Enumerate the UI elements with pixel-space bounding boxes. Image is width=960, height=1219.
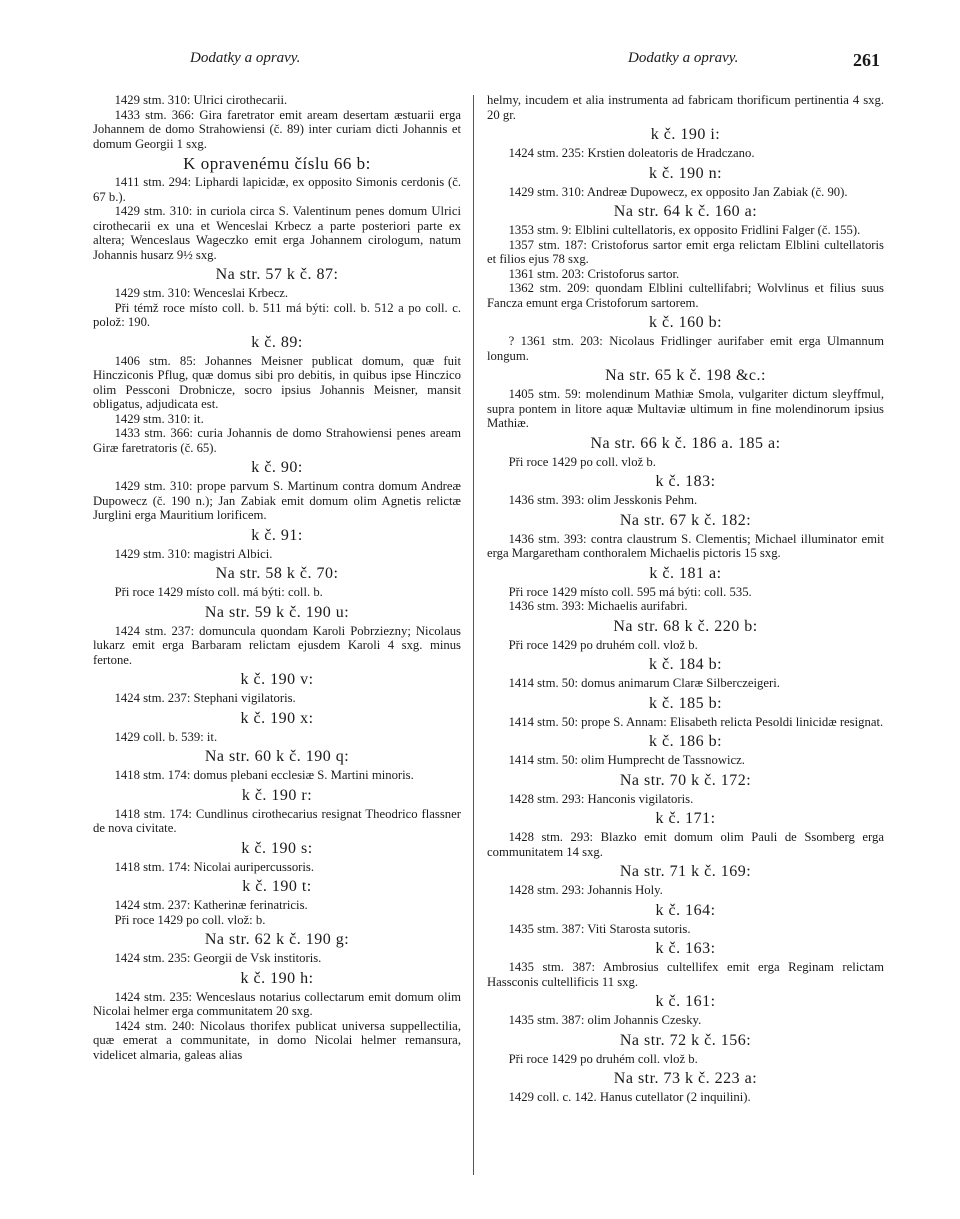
entry-paragraph: 1406 stm. 85: Johannes Meisner publicat domum, quæ fuit Hincziconis Pflug, quæ domus sibi pro debitis, in quibus ipse Hinczico olim Pessconi Drobnicze, socro ipsius Johannis Meisner, mansit obligatus, adjudicata est. <box>93 353 461 411</box>
section-heading: Na str. 59 k č. 190 u: <box>204 603 350 621</box>
section-heading: Na str. 73 k č. 223 a: <box>613 1070 758 1087</box>
entry-paragraph: 1429 coll. c. 142. Hanus cutellator (2 inquilini). <box>508 1090 751 1104</box>
entry-paragraph: 1429 stm. 310: prope parvum S. Martinum contra domum Andreæ Dupowecz (č. 190 n.); Jan Zabiak emit domum olim Agnetis relictæ Jurglini erga Mauritium lorificem. <box>93 479 461 522</box>
section-heading: k č. 190 v: <box>240 671 314 688</box>
entry-paragraph: 1435 stm. 387: olim Johannis Czesky. <box>508 1013 702 1027</box>
section-heading: k č. 190 s: <box>241 839 313 857</box>
entry-paragraph: 1411 stm. 294: Liphardi lapicidæ, ex opposito Simonis cerdonis (č. 67 b.). <box>93 175 461 204</box>
entry-paragraph: 1361 stm. 203: Cristoforus sartor. <box>508 266 680 281</box>
entry-paragraph: 1428 stm. 293: Blazko emit domum olim Pauli de Ssomberg erga communitatem 14 sxg. <box>487 830 884 859</box>
section-heading: Na str. 68 k č. 220 b: <box>613 617 758 635</box>
right-column <box>487 93 884 1105</box>
section-heading: k č. 164: <box>655 901 716 919</box>
section-heading: k č. 181 a: <box>649 564 722 582</box>
entry-paragraph: 1362 stm. 209: quondam Elblini cultellifabri; Wolvlinus et filius suus Fancza emunt erga Cristoforum sartorem. <box>487 281 884 310</box>
entry-paragraph: 1405 stm. 59: molendinum Mathiæ Smola, vulgariter dictum sleyffmul, supra pontem in litore aquæ Multaviæ ultimum in fine molendinorum ipsius Mathiæ. <box>487 387 884 430</box>
entry-paragraph: 1435 stm. 387: Viti Starosta sutoris. <box>508 921 691 936</box>
entry-paragraph: 1424 stm. 235: Wenceslaus notarius collectarum emit domum olim Nicolai helmer erga communitatem 20 sxg. <box>93 989 461 1018</box>
section-heading: k č. 190 x: <box>240 709 314 727</box>
section-heading: k č. 185 b: <box>648 694 723 712</box>
running-header-right: Dodatky a opravy. <box>628 50 739 66</box>
section-heading: k č. 186 b: <box>648 733 723 750</box>
entry-paragraph: 1429 stm. 310: it. <box>114 411 204 426</box>
section-heading: Na str. 58 k č. 70: <box>215 565 339 582</box>
entry-paragraph: 1429 stm. 310: Wenceslai Krbecz. <box>114 286 289 300</box>
entry-paragraph: Při roce 1429 po coll. vlož: b. <box>114 912 266 927</box>
entry-paragraph: Při roce 1429 po coll. vlož b. <box>508 454 656 469</box>
section-heading: Na str. 57 k č. 87: <box>215 266 339 283</box>
section-heading: K opravenému číslu 66 b: <box>183 154 371 173</box>
entry-paragraph: Při roce 1429 po druhém coll. vlož b. <box>508 1051 698 1066</box>
running-header-left: Dodatky a opravy. <box>190 50 301 66</box>
entry-paragraph: 1429 stm. 310: in curiola circa S. Valentinum penes domum Ulrici cirothecarii ex una et Wenceslai Krbecz a parte posteriori parte ex altera; Wenceslaus Wageczko emit erga Johannem cirologum, natum Johannis husarz 9½ sxg. <box>93 204 461 262</box>
entry-paragraph: 1414 stm. 50: olim Humprecht de Tassnowicz. <box>508 753 745 767</box>
entry-paragraph: 1429 stm. 310: magistri Albici. <box>114 546 273 561</box>
column-divider <box>473 95 474 1175</box>
section-heading: Na str. 66 k č. 186 a. 185 a: <box>590 434 781 452</box>
entry-paragraph: 1433 stm. 366: curia Johannis de domo Strahowiensi penes aream Giræ faretratoris (č. 65). <box>93 426 461 455</box>
entry-paragraph: Při témž roce místo coll. b. 511 má býti: coll. b. 512 a po coll. c. polož: 190. <box>93 300 461 329</box>
section-heading: Na str. 60 k č. 190 q: <box>204 748 350 765</box>
entry-paragraph: 1429 stm. 310: Andreæ Dupowecz, ex opposito Jan Zabiak (č. 90). <box>508 184 848 199</box>
entry-paragraph: 1424 stm. 235: Georgii de Vsk institoris. <box>114 951 322 965</box>
section-heading: k č. 171: <box>655 810 716 827</box>
section-heading: Na str. 72 k č. 156: <box>619 1031 752 1049</box>
section-heading: k č. 91: <box>251 526 303 544</box>
section-heading: k č. 190 r: <box>241 786 313 804</box>
left-column <box>93 93 461 1062</box>
entry-paragraph: helmy, incudem et alia instrumenta ad fabricam thorificum pertinentia 4 sxg. 20 gr. <box>487 93 884 122</box>
entry-paragraph: Při roce 1429 místo coll. 595 má býti: coll. 535. <box>508 584 752 599</box>
section-heading: k č. 190 n: <box>648 164 723 182</box>
entry-paragraph: 1414 stm. 50: domus animarum Claræ Silberczeigeri. <box>508 676 780 690</box>
section-heading: Na str. 65 k č. 198 &c.: <box>605 367 766 384</box>
section-heading: k č. 183: <box>655 473 716 490</box>
page-number: 261 <box>853 50 880 70</box>
section-heading: Na str. 62 k č. 190 g: <box>204 931 350 948</box>
entry-paragraph: 1418 stm. 174: domus plebani ecclesiæ S. Martini minoris. <box>114 768 414 782</box>
section-heading: k č. 90: <box>251 459 303 476</box>
entry-paragraph: 1428 stm. 293: Hanconis vigilatoris. <box>508 791 694 806</box>
entry-paragraph: 1353 stm. 9: Elblini cultellatoris, ex opposito Fridlini Falger (č. 155). <box>508 223 861 237</box>
section-heading: k č. 184 b: <box>648 656 723 673</box>
section-heading: k č. 163: <box>655 940 716 957</box>
entry-paragraph: 1424 stm. 237: Stephani vigilatoris. <box>114 691 296 705</box>
entry-paragraph: 1433 stm. 366: Gira faretrator emit aream desertam æstuarii erga Johannem de domo Strahowiensi (č. 89) inter curiam dicti Johannis et domum Georgii 1 sxg. <box>93 107 461 151</box>
section-heading: Na str. 67 k č. 182: <box>619 511 752 529</box>
section-heading: k č. 89: <box>251 333 303 351</box>
section-heading: Na str. 70 k č. 172: <box>619 771 752 789</box>
entry-paragraph: 1429 coll. b. 539: it. <box>114 729 218 744</box>
entry-paragraph: 1418 stm. 174: Nicolai auripercussoris. <box>114 859 315 874</box>
entry-paragraph: ? 1361 stm. 203: Nicolaus Fridlinger aurifaber emit erga Ulmannum longum. <box>487 334 884 363</box>
entry-paragraph: 1435 stm. 387: Ambrosius cultellifex emit erga Reginam relictam Hassconis cultellificis 11 sxg. <box>487 960 884 989</box>
section-heading: Na str. 71 k č. 169: <box>619 863 752 880</box>
entry-paragraph: 1418 stm. 174: Cundlinus cirothecarius resignat Theodrico flassner de nova civitate. <box>93 806 461 835</box>
entry-paragraph: 1424 stm. 237: Katherinæ ferinatricis. <box>114 898 308 912</box>
section-heading: k č. 160 b: <box>648 314 723 331</box>
entry-paragraph: 1436 stm. 393: Michaelis aurifabri. <box>508 599 688 613</box>
entry-paragraph: Při roce 1429 místo coll. má býti: coll. b. <box>114 585 323 599</box>
entry-paragraph: 1424 stm. 235: Krstien doleatoris de Hradczano. <box>508 146 755 160</box>
section-heading: Na str. 64 k č. 160 a: <box>613 203 758 220</box>
section-heading: k č. 190 t: <box>242 878 312 895</box>
section-heading: k č. 161: <box>655 993 716 1010</box>
entry-paragraph: 1414 stm. 50: prope S. Annam: Elisabeth relicta Pesoldi linicidæ resignat. <box>508 714 884 729</box>
entry-paragraph: 1436 stm. 393: contra claustrum S. Clementis; Michael illuminator emit erga Margaretham conthoralem Michaelis pictoris 15 sxg. <box>487 531 884 560</box>
entry-paragraph: 1428 stm. 293: Johannis Holy. <box>508 883 663 897</box>
entry-paragraph: 1424 stm. 240: Nicolaus thorifex publicat universa suppellectilia, quæ emerat a communitate, in domo Nicolai helmer remansura, videlicet almaria, galeas alias <box>93 1018 461 1062</box>
entry-paragraph: 1436 stm. 393: olim Jesskonis Pehm. <box>508 493 698 507</box>
entry-paragraph: 1357 stm. 187: Cristoforus sartor emit erga relictam Elblini cultellatoris et filios ejus 78 sxg. <box>487 237 884 266</box>
entry-paragraph: Při roce 1429 po druhém coll. vlož b. <box>508 637 698 652</box>
section-heading: k č. 190 i: <box>650 126 721 143</box>
entry-paragraph: 1429 stm. 310: Ulrici cirothecarii. <box>114 93 288 107</box>
entry-paragraph: 1424 stm. 237: domuncula quondam Karoli Pobrziezny; Nicolaus lukarz emit erga Barbaram relictam ejusdem Karoli 4 sxg. minus fertone. <box>93 623 461 667</box>
section-heading: k č. 190 h: <box>240 969 314 987</box>
